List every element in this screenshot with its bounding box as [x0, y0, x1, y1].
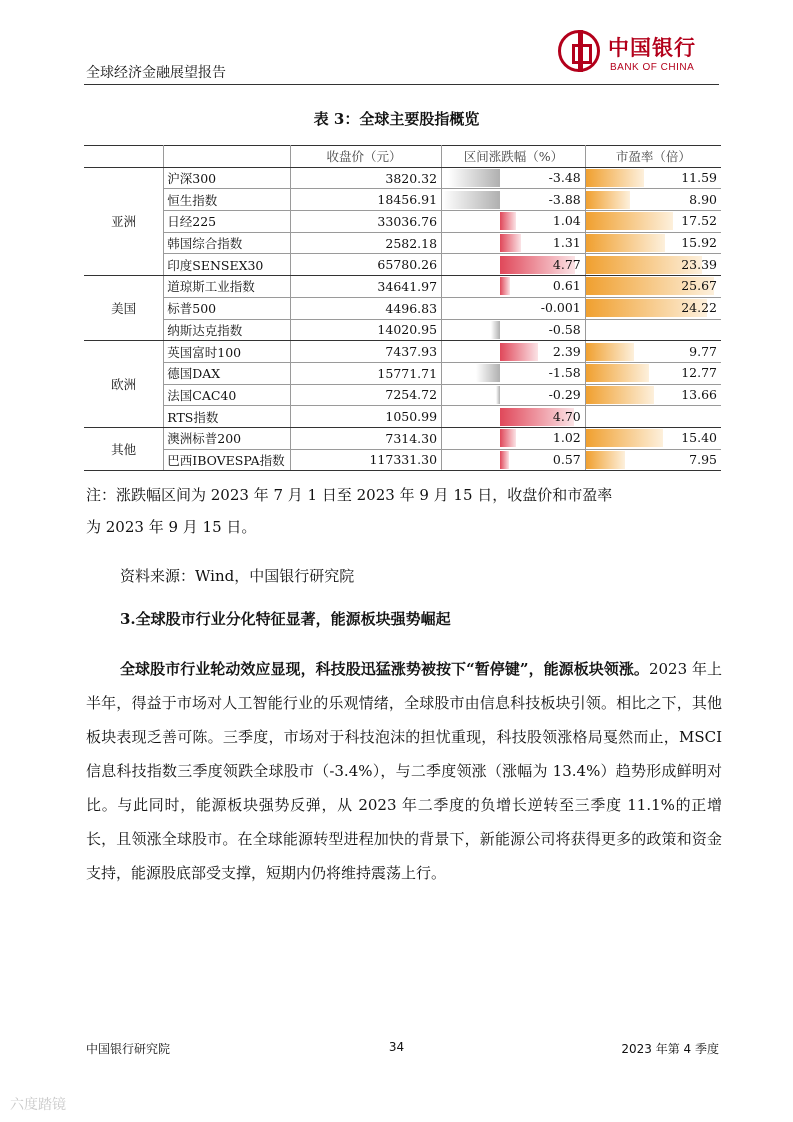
- index-name: 纳斯达克指数: [164, 319, 291, 341]
- region-label: 亚洲: [84, 167, 164, 275]
- index-name: 道琼斯工业指数: [164, 276, 291, 298]
- pe-bar: [586, 234, 665, 252]
- pe-bar: [586, 191, 630, 209]
- paragraph-text: 2023 年上半年，得益于市场对人工智能行业的乐观情绪，全球股市由信息科技板块引领。相比之下，其他板块表现乏善可陈。三季度，市场对于科技泡沫的担忧重现，科技股领涨格局戛然而止，MSCI 信息科技指数三季度领跌全球股市（-3.4%），与二季度领涨（涨幅为 13.4%）趋势形成鲜明对比。与此同时，能源板块强势反弹，从 2023 年二季度的负增长逆转至三季度 11.1%的正增长，且领涨全球股市。在全球能源转型进程加快的背景下，新能源公司将获得更多的政策和资金支持，能源股底部受支撑，短期内仍将维持震荡上行。: [86, 660, 722, 882]
- body-paragraph: [86, 652, 722, 890]
- pe-bar: [586, 212, 673, 230]
- pe-cell: [585, 319, 721, 341]
- index-name: 日经225: [164, 211, 291, 233]
- change-bar: [476, 364, 500, 382]
- index-name: 法国CAC40: [164, 384, 291, 406]
- change-cell: [442, 189, 586, 211]
- pe-cell: [585, 427, 721, 449]
- pe-bar: [586, 169, 644, 187]
- region-label: 欧洲: [84, 341, 164, 428]
- table-row: [84, 341, 721, 363]
- change-value: 0.61: [552, 278, 581, 294]
- region-label: 美国: [84, 276, 164, 341]
- close-price: 7437.93: [291, 341, 442, 363]
- change-bar: [500, 343, 538, 361]
- header-pe: 市盈率（倍）: [585, 146, 721, 168]
- page-number: 34: [388, 1040, 405, 1054]
- change-cell: [442, 254, 586, 276]
- change-value: -3.48: [548, 170, 581, 186]
- pe-value: 25.67: [681, 278, 717, 294]
- change-bar: [448, 169, 500, 187]
- change-cell: [442, 276, 586, 298]
- pe-cell: [585, 449, 721, 471]
- change-value: 4.70: [552, 408, 581, 424]
- index-name: 德国DAX: [164, 362, 291, 384]
- close-price: 65780.26: [291, 254, 442, 276]
- change-value: -1.58: [548, 365, 581, 381]
- table-row: [84, 406, 721, 428]
- close-price: 15771.71: [291, 362, 442, 384]
- table-row: [84, 232, 721, 254]
- change-cell: [442, 449, 586, 471]
- index-name: 巴西IBOVESPA指数: [164, 449, 291, 471]
- close-price: 4496.83: [291, 297, 442, 319]
- logo-english-name: BANK OF CHINA: [610, 62, 695, 73]
- paragraph-lead: 全球股市行业轮动效应显现，科技股迅猛涨势被按下“暂停键”，能源板块领涨。: [120, 660, 649, 678]
- table-row: [84, 427, 721, 449]
- table-row: [84, 362, 721, 384]
- index-name: 沪深300: [164, 167, 291, 189]
- index-name: 英国富时100: [164, 341, 291, 363]
- table-row: [84, 189, 721, 211]
- change-value: 1.02: [552, 430, 581, 446]
- pe-cell: [585, 167, 721, 189]
- change-value: 0.57: [552, 451, 581, 467]
- close-price: 2582.18: [291, 232, 442, 254]
- index-name: 韩国综合指数: [164, 232, 291, 254]
- pe-value: 23.39: [681, 256, 717, 272]
- close-price: 14020.95: [291, 319, 442, 341]
- change-bar: [500, 212, 516, 230]
- change-cell: [442, 362, 586, 384]
- note-line-1: 注：涨跌幅区间为 2023 年 7 月 1 日至 2023 年 9 月 15 日，收盘价和市盈率: [86, 486, 613, 504]
- change-bar: [491, 321, 500, 339]
- change-value: 4.77: [552, 256, 581, 272]
- change-cell: [442, 427, 586, 449]
- change-value: -0.58: [548, 321, 581, 337]
- pe-value: 8.90: [689, 191, 717, 207]
- pe-cell: [585, 276, 721, 298]
- table-header-row: [84, 146, 721, 168]
- pe-cell: [585, 384, 721, 406]
- change-bar: [442, 191, 500, 209]
- index-name: 标普500: [164, 297, 291, 319]
- index-name: 印度SENSEX30: [164, 254, 291, 276]
- table-row: [84, 319, 721, 341]
- change-value: -0.001: [540, 300, 581, 316]
- pe-value: 7.95: [689, 451, 717, 467]
- pe-value: 15.92: [681, 235, 717, 251]
- table-row: [84, 211, 721, 233]
- change-cell: [442, 319, 586, 341]
- index-name: RTS指数: [164, 406, 291, 428]
- close-price: 7254.72: [291, 384, 442, 406]
- close-price: 34641.97: [291, 276, 442, 298]
- table-row: [84, 297, 721, 319]
- pe-bar: [586, 364, 650, 382]
- pe-value: 11.59: [681, 170, 717, 186]
- bank-of-china-emblem-icon: [558, 30, 600, 72]
- change-value: 1.31: [552, 235, 581, 251]
- index-name: 恒生指数: [164, 189, 291, 211]
- footer-org: 中国银行研究院: [86, 1042, 171, 1056]
- change-cell: [442, 384, 586, 406]
- pe-value: 15.40: [681, 430, 717, 446]
- pe-bar: [586, 343, 635, 361]
- change-cell: [442, 297, 586, 319]
- change-cell: [442, 232, 586, 254]
- header-region: [84, 146, 164, 168]
- watermark: 六度踏镜: [10, 1097, 66, 1113]
- change-value: -0.29: [548, 386, 581, 402]
- change-value: -3.88: [548, 191, 581, 207]
- pe-cell: [585, 406, 721, 428]
- change-bar: [500, 451, 509, 469]
- close-price: 33036.76: [291, 211, 442, 233]
- change-bar: [496, 386, 500, 404]
- bank-logo: [558, 30, 718, 80]
- header-name: [164, 146, 291, 168]
- pe-cell: [585, 211, 721, 233]
- table-row: [84, 449, 721, 471]
- change-bar: [500, 277, 510, 295]
- table-row: [84, 254, 721, 276]
- pe-value: 24.22: [681, 300, 717, 316]
- pe-bar: [586, 429, 663, 447]
- close-price: 1050.99: [291, 406, 442, 428]
- table-row: [84, 384, 721, 406]
- pe-value: 9.77: [689, 343, 717, 359]
- close-price: 7314.30: [291, 427, 442, 449]
- report-title: 全球经济金融展望报告: [86, 65, 226, 81]
- change-cell: [442, 341, 586, 363]
- stock-index-table: [84, 145, 721, 471]
- index-name: 澳洲标普200: [164, 427, 291, 449]
- change-value: 1.04: [552, 213, 581, 229]
- change-value: 2.39: [552, 343, 581, 359]
- data-source: 资料来源：Wind，中国银行研究院: [120, 567, 355, 585]
- header-change: 区间涨跌幅（%）: [442, 146, 586, 168]
- pe-value: 12.77: [681, 365, 717, 381]
- table-row: [84, 276, 721, 298]
- pe-value: 17.52: [681, 213, 717, 229]
- pe-bar: [586, 386, 654, 404]
- section-title: 3.全球股市行业分化特征显著，能源板块强势崛起: [120, 610, 451, 628]
- change-bar: [500, 234, 521, 252]
- change-bar: [500, 429, 516, 447]
- pe-cell: [585, 189, 721, 211]
- change-cell: [442, 211, 586, 233]
- pe-cell: [585, 232, 721, 254]
- change-cell: [442, 406, 586, 428]
- pe-bar: [586, 451, 626, 469]
- pe-cell: [585, 297, 721, 319]
- pe-cell: [585, 362, 721, 384]
- pe-cell: [585, 254, 721, 276]
- region-label: 其他: [84, 427, 164, 470]
- pe-cell: [585, 341, 721, 363]
- table-row: [84, 167, 721, 189]
- close-price: 3820.32: [291, 167, 442, 189]
- note-line-2: 为 2023 年 9 月 15 日。: [86, 518, 257, 536]
- pe-value: 13.66: [681, 386, 717, 402]
- header-close: 收盘价（元）: [291, 146, 442, 168]
- table-title: 表 3：全球主要股指概览: [313, 110, 480, 128]
- footer-quarter: 2023 年第 4 季度: [621, 1042, 719, 1056]
- table-body: [84, 167, 721, 471]
- close-price: 117331.30: [291, 449, 442, 471]
- logo-chinese-name: 中国银行: [608, 36, 696, 60]
- header-divider: [84, 84, 719, 85]
- close-price: 18456.91: [291, 189, 442, 211]
- change-cell: [442, 167, 586, 189]
